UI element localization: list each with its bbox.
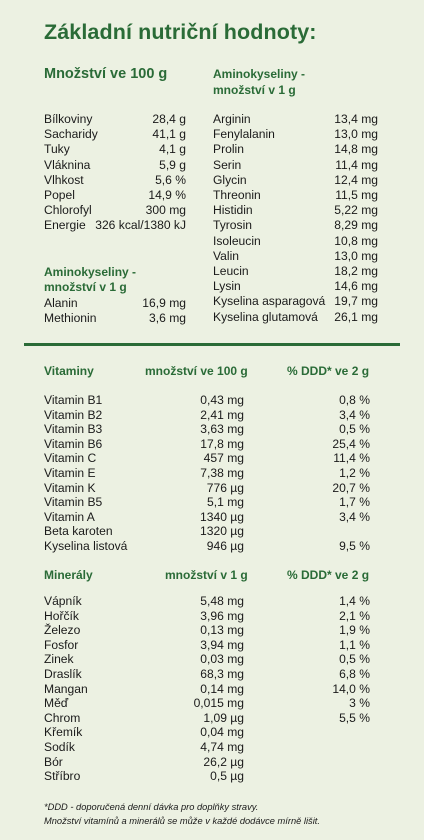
- row-label: Vitamin B1: [44, 393, 103, 407]
- table-row: [44, 667, 370, 682]
- row-amount: 1340 µg: [200, 509, 244, 524]
- row-ddd: 9,5 %: [339, 539, 370, 553]
- table-row: [44, 769, 370, 784]
- table-row: [213, 249, 378, 264]
- row-ddd: 3,4 %: [339, 509, 370, 524]
- row-label: Serin: [213, 157, 242, 172]
- table-row: [44, 311, 186, 326]
- row-ddd: 1,1 %: [339, 637, 370, 652]
- row-label: Křemík: [44, 725, 83, 740]
- row-label: Methionin: [44, 311, 97, 326]
- vitamins-ddd-header: % DDD* ve 2 g: [287, 364, 370, 378]
- row-label: Kyselina glutamová: [213, 309, 318, 324]
- table-row: [44, 740, 370, 755]
- row-label: Beta karoten: [44, 524, 113, 539]
- row-label: Tyrosin: [213, 218, 252, 233]
- row-label: Měď: [44, 696, 69, 711]
- row-label: Popel: [44, 188, 75, 202]
- row-value: 11,5 mg: [335, 188, 378, 202]
- row-amount: 0,5 µg: [210, 769, 244, 784]
- row-value: 18,2 mg: [334, 264, 378, 278]
- row-ddd: 1,7 %: [339, 495, 370, 510]
- row-label: Chlorofyl: [44, 203, 92, 218]
- row-amount: 1320 µg: [200, 524, 244, 539]
- row-amount: 0,04 mg: [200, 725, 244, 740]
- row-label: Vitamin C: [44, 451, 97, 466]
- table-row: [44, 696, 370, 711]
- row-value: 5,6 %: [155, 172, 186, 187]
- row-amount: 0,015 mg: [193, 696, 244, 711]
- row-label: Vitamin E: [44, 466, 96, 480]
- table-row: [44, 711, 370, 726]
- row-amount: 776 µg: [206, 480, 244, 495]
- row-label: Arginin: [213, 112, 251, 126]
- row-amount: 3,96 mg: [200, 608, 244, 623]
- footnote-ddd: *DDD - doporučená denní dávka pro doplňky stravy.: [44, 802, 259, 812]
- row-label: Vitamin B2: [44, 407, 103, 422]
- row-amount: 2,41 mg: [200, 407, 244, 422]
- row-label: Energie: [44, 218, 86, 233]
- row-label: Lysin: [213, 279, 241, 294]
- row-label: Bílkoviny: [44, 112, 93, 126]
- row-label: Leucin: [213, 264, 249, 278]
- table-row: [44, 652, 370, 667]
- row-ddd: 3 %: [349, 696, 370, 711]
- row-label: Bór: [44, 754, 63, 769]
- row-value: 4,1 g: [159, 142, 186, 157]
- row-amount: 0,03 mg: [200, 652, 244, 667]
- table-row: [44, 510, 370, 525]
- table-row: [213, 234, 378, 249]
- row-label: Sacharidy: [44, 127, 98, 142]
- table-row: [44, 437, 370, 452]
- row-amount: 0,14 mg: [200, 681, 244, 696]
- row-label: Kyselina listová: [44, 539, 128, 553]
- basic-heading: Množství ve 100 g: [44, 66, 168, 82]
- row-label: Glycin: [213, 172, 247, 187]
- table-row: [44, 524, 370, 539]
- row-value: 326 kcal/1380 kJ: [95, 218, 186, 233]
- row-value: 11,4 mg: [335, 157, 378, 172]
- row-value: 14,9 %: [148, 188, 186, 202]
- row-ddd: 0,5 %: [339, 422, 370, 437]
- table-row: [44, 158, 186, 173]
- row-label: Hořčík: [44, 608, 79, 623]
- row-amount: 26,2 µg: [203, 754, 244, 769]
- row-label: Vitamin B5: [44, 495, 103, 510]
- table-row: [44, 296, 186, 311]
- table-row: [213, 173, 378, 188]
- table-row: [44, 623, 370, 638]
- minerals-amount-header: množství v 1 g: [165, 568, 248, 582]
- row-value: 13,0 mg: [334, 127, 378, 142]
- table-row: [213, 310, 378, 325]
- table-row: [213, 112, 378, 127]
- table-row: [213, 158, 378, 173]
- table-row: [44, 755, 370, 770]
- row-value: 13,4 mg: [334, 112, 378, 126]
- row-ddd: 6,8 %: [339, 667, 370, 681]
- row-label: Valin: [213, 248, 239, 263]
- table-row: [44, 725, 370, 740]
- row-label: Kyselina asparagová: [213, 294, 326, 309]
- row-value: 13,0 mg: [334, 248, 378, 263]
- section-divider: [24, 343, 400, 346]
- row-ddd: 20,7 %: [332, 480, 370, 495]
- table-row: [44, 173, 186, 188]
- row-label: Sodík: [44, 740, 75, 754]
- row-value: 28,4 g: [152, 112, 186, 126]
- table-row: [44, 451, 370, 466]
- row-ddd: 5,5 %: [339, 710, 370, 725]
- row-label: Stříbro: [44, 769, 81, 784]
- row-value: 26,1 mg: [334, 309, 378, 324]
- row-label: Vlhkost: [44, 172, 84, 187]
- footnote-variation: Množství vitamínů a minerálů se může v každé dodávce mírně lišit.: [44, 816, 320, 826]
- table-row: [44, 422, 370, 437]
- row-label: Vláknina: [44, 157, 91, 172]
- table-row: [213, 203, 378, 218]
- table-row: [44, 594, 370, 609]
- vitamins-heading: Vitaminy: [44, 364, 94, 378]
- row-value: 5,9 g: [159, 157, 186, 172]
- table-row: [213, 127, 378, 142]
- table-row: [213, 279, 378, 294]
- row-label: Vápník: [44, 594, 82, 608]
- table-row: [44, 408, 370, 423]
- row-label: Tuky: [44, 142, 70, 157]
- row-amount: 17,8 mg: [200, 436, 244, 451]
- row-value: 41,1 g: [152, 127, 186, 142]
- row-label: Prolin: [213, 142, 244, 157]
- row-ddd: 0,8 %: [339, 393, 370, 407]
- row-label: Fenylalanin: [213, 127, 275, 142]
- row-value: 3,6 mg: [149, 311, 186, 326]
- row-ddd: 1,9 %: [339, 623, 370, 638]
- row-value: 19,7 mg: [334, 294, 378, 309]
- table-row: [44, 466, 370, 481]
- row-ddd: 2,1 %: [339, 608, 370, 623]
- table-row: [213, 218, 378, 233]
- row-amount: 1,09 µg: [203, 710, 244, 725]
- row-label: Železo: [44, 623, 81, 638]
- row-value: 12,4 mg: [334, 172, 378, 187]
- minerals-ddd-header: % DDD* ve 2 g: [287, 568, 370, 582]
- row-value: 8,29 mg: [334, 218, 378, 233]
- table-row: [44, 112, 186, 127]
- row-amount: 946 µg: [206, 539, 244, 553]
- row-value: 300 mg: [145, 203, 186, 218]
- row-amount: 7,38 mg: [200, 466, 244, 480]
- table-row: [44, 188, 186, 203]
- table-row: [44, 203, 186, 218]
- amino-left-heading: Aminokyseliny - množství v 1 g: [44, 265, 137, 294]
- table-row: [44, 481, 370, 496]
- vitamins-amount-header: množství ve 100 g: [145, 364, 248, 378]
- row-ddd: 3,4 %: [339, 407, 370, 422]
- row-amount: 3,63 mg: [200, 422, 244, 437]
- table-row: [44, 127, 186, 142]
- row-label: Vitamin K: [44, 480, 96, 495]
- table-row: [44, 142, 186, 157]
- table-row: [44, 393, 370, 408]
- row-label: Histidin: [213, 203, 253, 218]
- row-amount: 5,1 mg: [207, 495, 244, 510]
- table-row: [44, 609, 370, 624]
- table-row: [213, 294, 378, 309]
- row-label: Mangan: [44, 681, 88, 696]
- minerals-heading: Minerály: [44, 568, 93, 582]
- row-value: 5,22 mg: [334, 203, 378, 218]
- row-value: 14,6 mg: [334, 279, 378, 294]
- row-label: Chrom: [44, 710, 81, 725]
- row-value: 14,8 mg: [334, 142, 378, 157]
- row-ddd: 11,4 %: [333, 451, 370, 466]
- row-ddd: 0,5 %: [339, 652, 370, 667]
- table-row: [44, 539, 370, 554]
- row-label: Draslík: [44, 667, 82, 681]
- table-row: [44, 495, 370, 510]
- row-label: Isoleucin: [213, 233, 261, 248]
- row-amount: 4,74 mg: [200, 740, 244, 754]
- table-row: [213, 142, 378, 157]
- table-row: [44, 682, 370, 697]
- table-row: [213, 264, 378, 279]
- row-label: Vitamin A: [44, 509, 95, 524]
- table-row: [213, 188, 378, 203]
- row-ddd: 25,4 %: [332, 436, 370, 451]
- row-amount: 5,48 mg: [200, 594, 244, 608]
- row-ddd: 1,4 %: [339, 594, 370, 608]
- row-label: Alanin: [44, 296, 78, 310]
- row-label: Zinek: [44, 652, 74, 667]
- row-value: 16,9 mg: [142, 296, 186, 310]
- row-amount: 0,43 mg: [200, 393, 244, 407]
- row-ddd: 14,0 %: [332, 681, 370, 696]
- row-label: Vitamin B6: [44, 436, 103, 451]
- row-label: Threonin: [213, 188, 261, 202]
- row-amount: 3,94 mg: [200, 637, 244, 652]
- row-value: 10,8 mg: [334, 233, 378, 248]
- table-row: [44, 638, 370, 653]
- row-amount: 68,3 mg: [200, 667, 244, 681]
- table-row: [44, 218, 186, 233]
- row-label: Vitamin B3: [44, 422, 103, 437]
- row-amount: 457 mg: [203, 451, 244, 466]
- row-ddd: 1,2 %: [339, 466, 370, 480]
- amino-right-heading: Aminokyseliny - množství v 1 g: [213, 67, 306, 97]
- row-label: Fosfor: [44, 637, 79, 652]
- row-amount: 0,13 mg: [200, 623, 244, 638]
- page-title: Základní nutriční hodnoty:: [44, 20, 317, 44]
